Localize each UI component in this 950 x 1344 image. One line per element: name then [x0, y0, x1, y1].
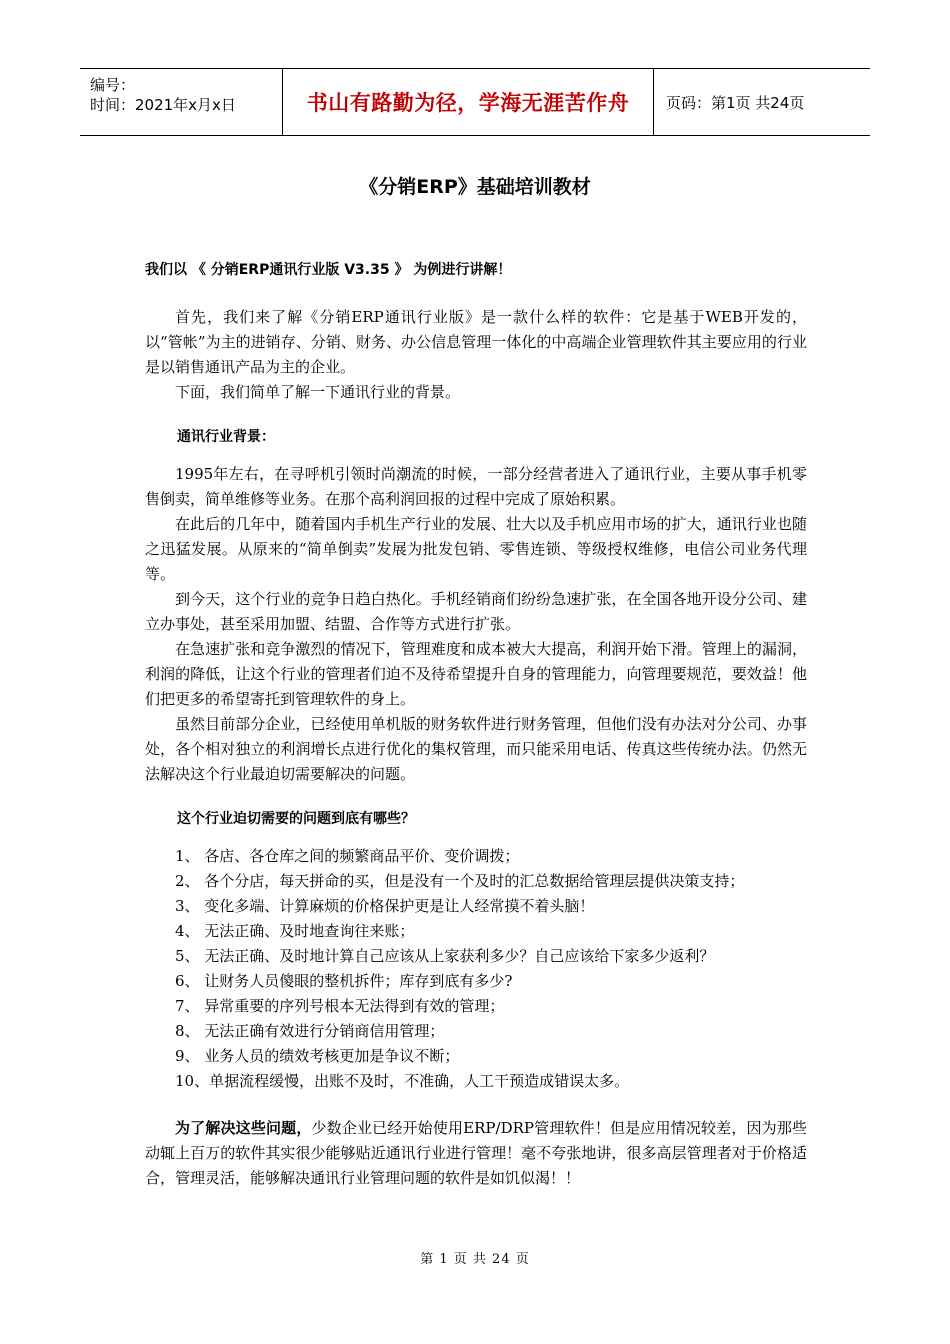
problems-heading: 这个行业迫切需要的问题到底有哪些？	[177, 811, 415, 827]
document-title: 《分销ERP》基础培训教材	[359, 176, 591, 198]
list-item: 4、 无法正确、及时地查询往来账；	[175, 922, 415, 940]
list-item: 2、 各个分店，每天拼命的买，但是没有一个及时的汇总数据给管理层提供决策支持；	[175, 872, 745, 890]
document-body	[145, 258, 807, 1191]
closing-rest: 少数企业已经开始使用ERP/DRP管理软件！但是应用情况较差，因为那些动辄上百万的软件其实很少能够贴近通讯行业进行管理！毫不夸张地讲，很多高层管理者对于价格适合，管理灵活，能够解决通讯行业管理问题的软件是如饥似渴！！	[145, 1119, 807, 1187]
list-item: 3、 变化多端、计算麻烦的价格保护更是让人经常摸不着头脑！	[175, 897, 595, 915]
document-number-label: 编号：	[90, 76, 136, 94]
list-item: 10、单据流程缓慢，出账不及时，不准确，人工干预造成错误太多。	[175, 1072, 630, 1090]
document-header	[80, 68, 870, 136]
list-item: 5、 无法正确、及时地计算自己应该从上家获利多少？自己应该给下家多少返利？	[175, 947, 715, 965]
header-motto-cell	[282, 69, 654, 135]
background-paragraph: 1995年左右，在寻呼机引领时尚潮流的时候，一部分经营者进入了通讯行业，主要从事手机零售倒卖，简单维修等业务。在那个高利润回报的过程中完成了原始积累。	[145, 465, 807, 508]
closing-paragraph	[145, 1116, 807, 1191]
list-item: 8、 无法正确有效进行分销商信用管理；	[175, 1022, 445, 1040]
list-item: 1、 各店、各仓库之间的频繁商品平价、变价调拨；	[175, 847, 520, 865]
background-heading: 通讯行业背景：	[177, 429, 275, 445]
list-item: 6、 让财务人员傻眼的整机拆件；库存到底有多少?	[175, 972, 513, 990]
header-meta	[80, 69, 282, 135]
background-paragraph: 在此后的几年中，随着国内手机生产行业的发展、壮大以及手机应用市场的扩大，通讯行业也随之迅猛发展。从原来的“简单倒卖”发展为批发包销、零售连锁、等级授权维修，电信公司业务代理等。	[145, 515, 807, 583]
list-item: 7、 异常重要的序列号根本无法得到有效的管理；	[175, 997, 505, 1015]
background-paragraph: 虽然目前部分企业，已经使用单机版的财务软件进行财务管理，但他们没有办法对分公司、办事处，各个相对独立的利润增长点进行优化的集权管理，而只能采用电话、传真这些传统办法。仍然无法解决这个行业最迫切需要解决的问题。	[145, 715, 807, 783]
list-item: 9、 业务人员的绩效考核更加是争议不断；	[175, 1047, 460, 1065]
closing-lead: 为了解决这些问题，	[175, 1119, 312, 1137]
background-paragraph: 到今天，这个行业的竞争日趋白热化。手机经销商们纷纷急速扩张，在全国各地开设分公司、建立办事处，甚至采用加盟、结盟、合作等方式进行扩张。	[145, 590, 807, 633]
header-page-info: 页码：第1页 共24页	[666, 93, 805, 112]
document-time-label: 时间：2021年x月x日	[90, 96, 236, 114]
intro-line: 我们以 《 分销ERP通讯行业版 V3.35 》 为例进行讲解！	[145, 262, 512, 278]
opening-paragraph: 下面，我们简单了解一下通讯行业的背景。	[175, 383, 461, 401]
problems-list	[145, 844, 807, 1094]
header-motto: 书山有路勤为径，学海无涯苦作舟	[306, 91, 630, 115]
page-footer: 第 1 页 共 24 页	[420, 1252, 530, 1267]
opening-paragraph: 首先，我们来了解《分销ERP通讯行业版》是一款什么样的软件：它是基于WEB开发的，以“管帐”为主的进销存、分销、财务、办公信息管理一体化的中高端企业管理软件其主要应用的行业是以销售通讯产品为主的企业。	[145, 308, 807, 376]
header-page-info-cell	[654, 69, 870, 135]
background-paragraph: 在急速扩张和竞争激烈的情况下，管理难度和成本被大大提高，利润开始下滑。管理上的漏洞，利润的降低，让这个行业的管理者们迫不及待希望提升自身的管理能力，向管理要规范，要效益！他们把更多的希望寄托到管理软件的身上。	[145, 640, 807, 708]
